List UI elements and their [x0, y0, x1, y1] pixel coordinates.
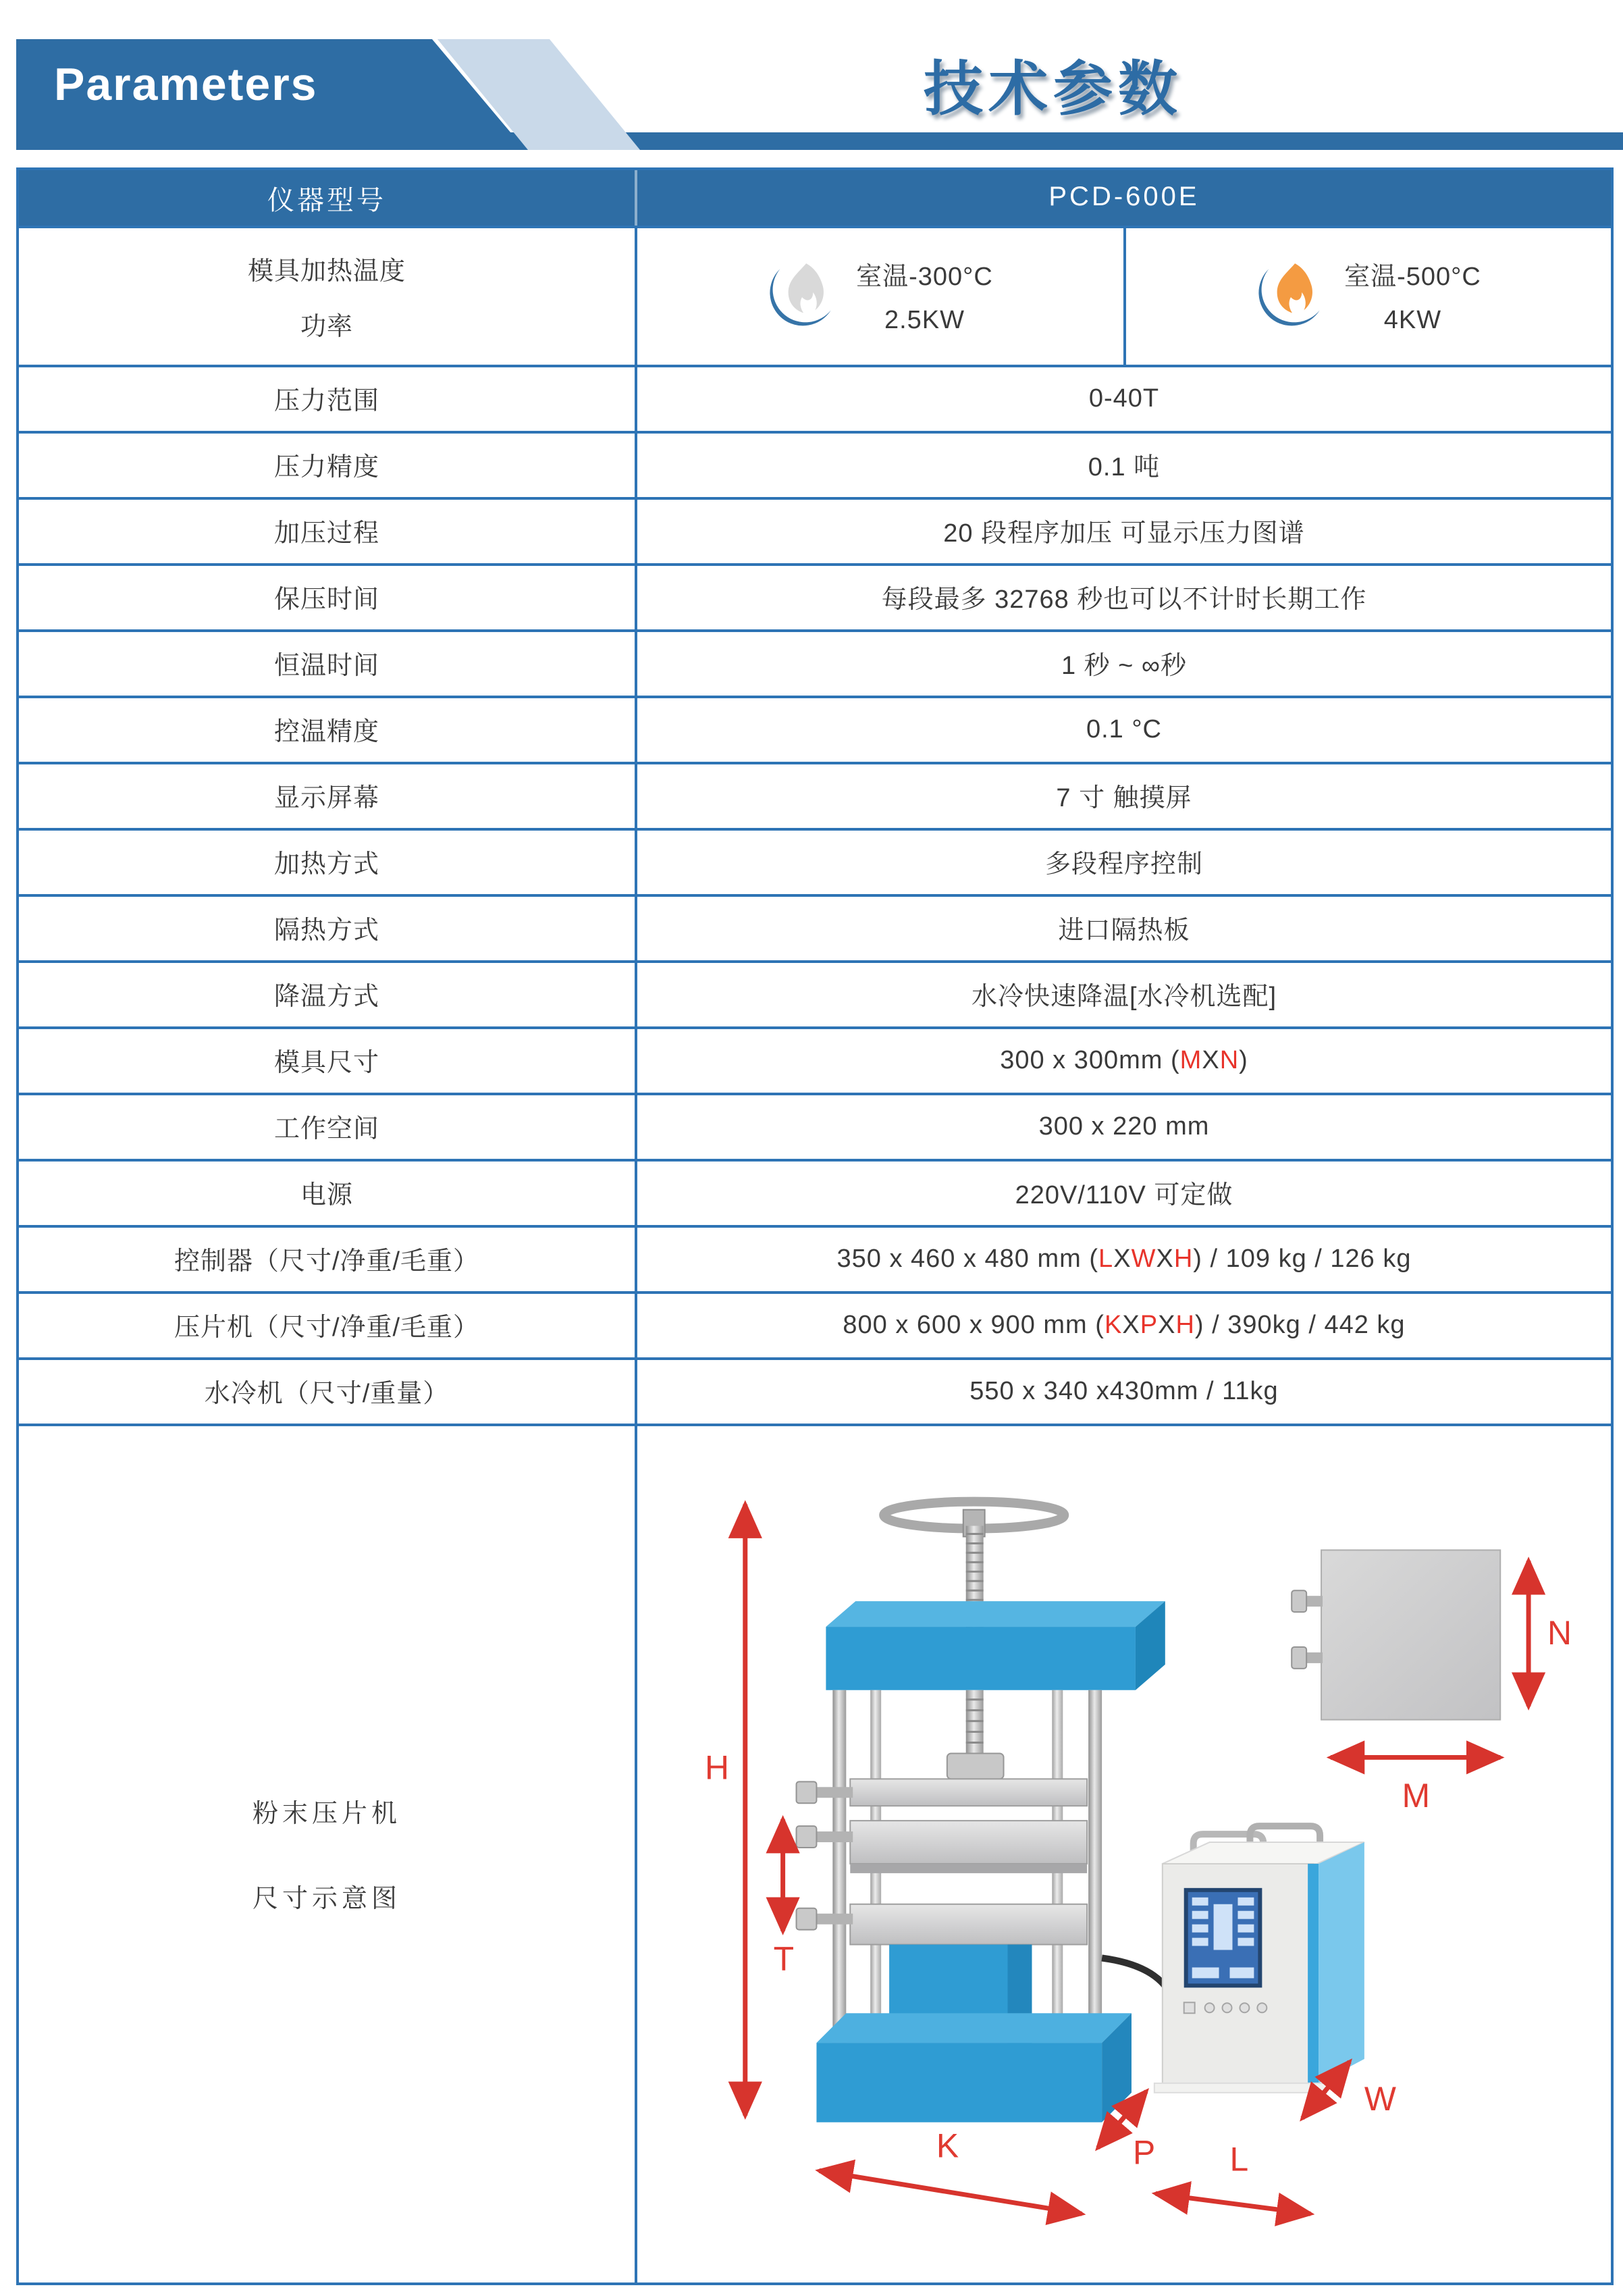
press-machine-illustration [797, 1502, 1177, 2122]
row-label: 恒温时间 [19, 632, 637, 696]
value-part: ) / 390kg / 442 kg [1194, 1311, 1406, 1339]
heating-temp: 室温-500°C [1344, 263, 1481, 292]
diagram-row [19, 1426, 1611, 2282]
table-row [19, 963, 1611, 1029]
header-model-value: PCD-600E [1048, 182, 1200, 212]
dim-label-h: H [704, 1748, 729, 1787]
arrow-L [1156, 2193, 1310, 2214]
row-label: 控制器（尺寸/净重/毛重） [19, 1228, 637, 1291]
row-value: 550 x 340 x430mm / 11kg [969, 1377, 1279, 1405]
value-part: ) / 109 kg / 126 kg [1193, 1245, 1412, 1273]
value-part-red: N [1219, 1046, 1240, 1074]
lower-platen [850, 1904, 1087, 1945]
row-value [637, 1228, 1611, 1291]
row-value: 7 寸 触摸屏 [1056, 785, 1192, 813]
row-label: 水冷机（尺寸/重量） [19, 1360, 637, 1424]
value-part-red: P [1140, 1311, 1159, 1339]
value-part: 350 x 460 x 480 mm ( [836, 1245, 1099, 1273]
press-head-plate [850, 1779, 1087, 1806]
row-value: 多段程序控制 [1044, 851, 1203, 879]
row-label: 加压过程 [19, 500, 637, 563]
value-part: ) [1239, 1046, 1248, 1074]
row-value: 每段最多 32768 秒也可以不计时长期工作 [881, 586, 1367, 615]
row-label: 工作空间 [19, 1095, 637, 1159]
table-row [19, 897, 1611, 963]
heating-label-line2: 功率 [300, 313, 353, 341]
value-part-red: H [1175, 1311, 1195, 1339]
dim-label-k: K [936, 2127, 959, 2165]
row-label: 保压时间 [19, 566, 637, 629]
row-value: 进口隔热板 [1058, 917, 1190, 945]
page-title: 技术参数 [924, 57, 1183, 123]
banner-tag: Parameters [54, 59, 318, 111]
table-row [19, 1029, 1611, 1095]
heating-temp: 室温-300°C [856, 263, 993, 292]
mold-plate-illustration [1292, 1550, 1500, 1719]
table-row [19, 1162, 1611, 1228]
diagram-caption-line2: 尺寸示意图 [252, 1885, 401, 1914]
row-value [637, 1294, 1611, 1357]
table-row [19, 1360, 1611, 1426]
value-part: 300 x 300mm ( [1000, 1046, 1180, 1074]
dim-label-t: T [773, 1939, 795, 1978]
heating-option-low-text [856, 257, 993, 336]
row-value: 0-40T [1088, 384, 1160, 413]
value-part: X [1122, 1311, 1140, 1339]
table-row [19, 434, 1611, 500]
table-row [19, 1228, 1611, 1294]
value-part: 800 x 600 x 900 mm ( [843, 1311, 1105, 1339]
row-label: 压力范围 [19, 367, 637, 431]
row-value: 20 段程序加压 可显示压力图谱 [943, 520, 1305, 548]
mold-plate [1321, 1550, 1500, 1719]
diagram-cell [637, 1426, 1611, 2282]
heating-options [637, 228, 1611, 365]
heating-row [19, 228, 1611, 367]
row-label: 加热方式 [19, 831, 637, 894]
row-value: 水冷快速降温[水冷机选配] [971, 983, 1277, 1012]
row-label: 电源 [19, 1162, 637, 1225]
flame-icon [1255, 259, 1325, 334]
table-row [19, 367, 1611, 434]
chiller-illustration [1154, 1826, 1364, 2093]
value-part-red: H [1173, 1245, 1194, 1273]
row-value: 220V/110V 可定做 [1015, 1182, 1233, 1210]
flame-icon [767, 259, 837, 334]
value-part: X [1113, 1245, 1132, 1273]
row-label: 显示屏幕 [19, 764, 637, 828]
value-part-red: L [1098, 1245, 1114, 1273]
table-row [19, 764, 1611, 831]
heating-power: 4KW [1383, 307, 1442, 335]
row-value: 300 x 220 mm [1038, 1112, 1210, 1141]
row-value: 0.1 吨 [1088, 454, 1161, 482]
dim-label-l: L [1229, 2140, 1249, 2178]
heating-option-high [1125, 228, 1611, 365]
upper-platen [850, 1821, 1087, 1864]
dim-label-m: M [1402, 1777, 1431, 1815]
top-block [826, 1627, 1136, 1690]
heating-label [19, 228, 637, 365]
table-row [19, 566, 1611, 632]
table-row [19, 698, 1611, 764]
value-part: X [1156, 1245, 1174, 1273]
dim-label-p: P [1132, 2133, 1156, 2172]
row-label: 压片机（尺寸/净重/毛重） [19, 1294, 637, 1357]
table-row [19, 500, 1611, 566]
heating-label-line1: 模具加热温度 [247, 257, 406, 286]
heating-option-high-text [1344, 257, 1481, 336]
row-value: 0.1 °C [1086, 715, 1162, 743]
value-part-red: W [1131, 1245, 1156, 1273]
diagram-caption [19, 1426, 637, 2282]
row-label: 降温方式 [19, 963, 637, 1026]
dimension-diagram [637, 1426, 1611, 2277]
dim-label-w: W [1364, 2079, 1396, 2118]
table-row [19, 1095, 1611, 1162]
row-value: 1 秒 ~ ∞秒 [1061, 652, 1188, 681]
value-part: X [1158, 1311, 1176, 1339]
table-header-row [19, 170, 1611, 228]
row-label: 模具尺寸 [19, 1029, 637, 1093]
press-column [832, 1690, 846, 2043]
press-base [816, 2043, 1102, 2122]
press-column [1088, 1690, 1102, 2043]
table-row [19, 831, 1611, 897]
row-label: 控温精度 [19, 698, 637, 762]
spec-table [16, 167, 1614, 2285]
table-row [19, 632, 1611, 698]
header-model-label: 仪器型号 [19, 170, 637, 226]
table-row [19, 1294, 1611, 1360]
heating-option-low [637, 228, 1125, 365]
heating-power: 2.5KW [884, 307, 965, 335]
diagram-caption-line1: 粉末压片机 [252, 1800, 401, 1829]
arrow-K [819, 2171, 1082, 2214]
row-label: 隔热方式 [19, 897, 637, 960]
value-part-red: K [1104, 1311, 1123, 1339]
dim-label-n: N [1547, 1613, 1572, 1652]
row-label: 压力精度 [19, 434, 637, 497]
value-part: X [1202, 1046, 1220, 1074]
row-value [637, 1029, 1611, 1093]
value-part-red: M [1179, 1046, 1202, 1074]
chiller-side [1319, 1842, 1364, 2083]
